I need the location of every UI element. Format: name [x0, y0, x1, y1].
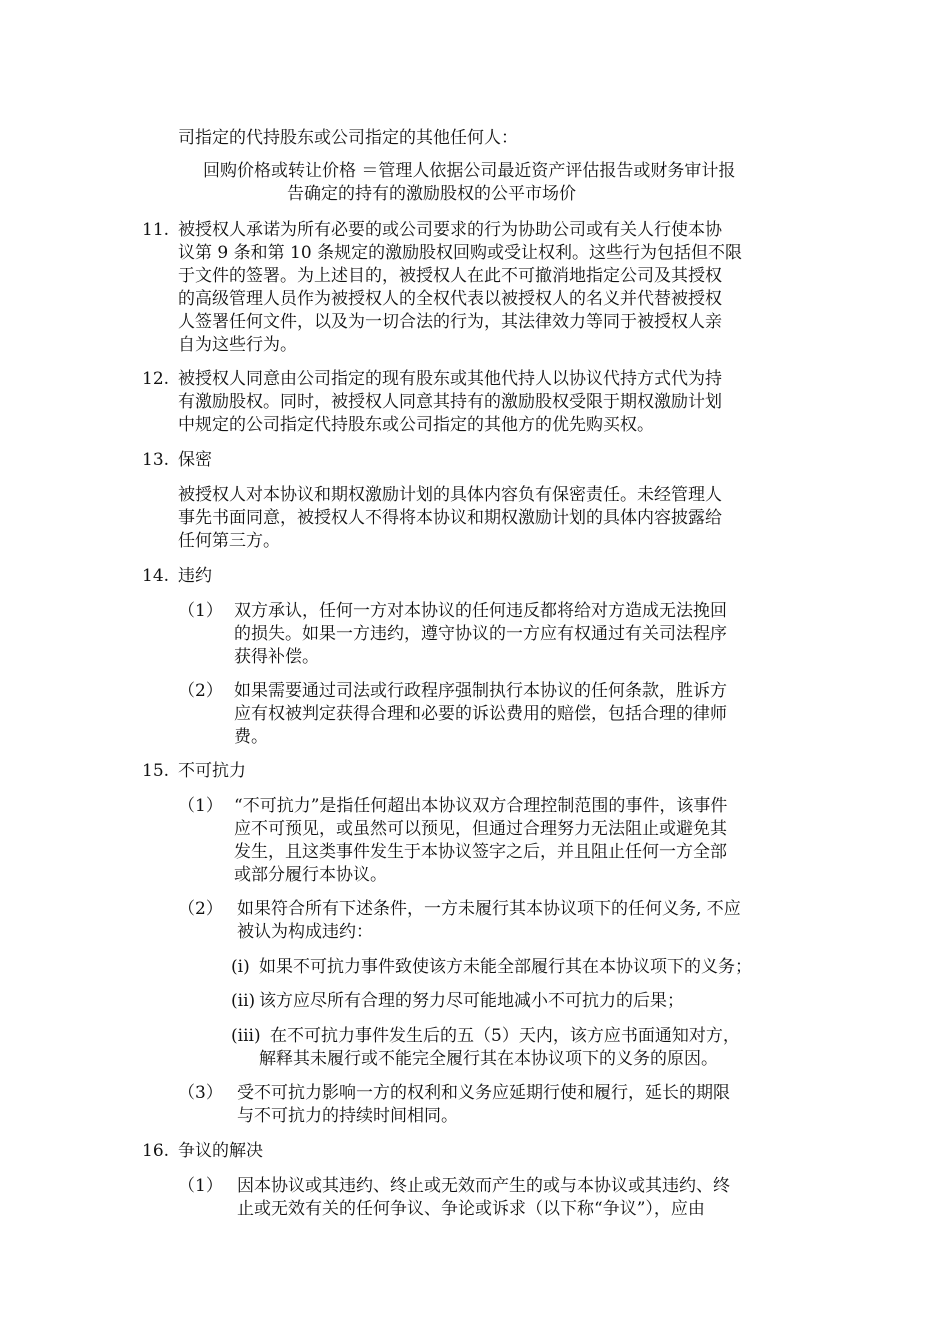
item-text-line: 或部分履行本协议。 — [234, 865, 387, 885]
item-label: （1） — [178, 1176, 223, 1196]
clause-text-line: 事先书面同意，被授权人不得将本协议和期权激励计划的具体内容披露给 — [178, 508, 722, 528]
item-text-line: 双方承认，任何一方对本协议的任何违反都将给对方造成无法挽回 — [234, 601, 727, 621]
formula-line: 回购价格或转让价格 ＝管理人依据公司最近资产评估报告或财务审计报 — [203, 161, 736, 181]
formula-line: 告确定的持有的激励股权的公平市场价 — [287, 184, 576, 204]
clause-text-line: 被授权人对本协议和期权激励计划的具体内容负有保密责任。未经管理人 — [178, 485, 722, 505]
item-text-line: 受不可抗力影响一方的权利和义务应延期行使和履行，延长的期限 — [237, 1083, 730, 1103]
item-text-line: 如果需要通过司法或行政程序强制执行本协议的任何条款，胜诉方 — [234, 681, 727, 701]
clause-title: 保密 — [178, 450, 212, 470]
item-text-line: 应不可预见，或虽然可以预见，但通过合理努力无法阻止或避免其 — [234, 819, 727, 839]
clause-text-line: 任何第三方。 — [178, 531, 280, 551]
clause-text-line: 中规定的公司指定代持股东或公司指定的其他方的优先购买权。 — [178, 415, 654, 435]
item-text-line: 因本协议或其违约、终止或无效而产生的或与本协议或其违约、终 — [237, 1176, 730, 1196]
item-text-line: 发生，且这类事件发生于本协议签字之后，并且阻止任何一方全部 — [234, 842, 727, 862]
clause-title: 不可抗力 — [178, 761, 246, 781]
subitem-label: (ii) — [231, 991, 256, 1011]
clause-number: 15. — [142, 761, 170, 781]
subitem-text-line: 在不可抗力事件发生后的五（5）天内，该方应书面通知对方， — [270, 1026, 740, 1046]
clause-number: 11. — [142, 220, 170, 240]
item-text-line: 与不可抗力的持续时间相同。 — [237, 1106, 458, 1126]
clause-text-line: 议第 9 条和第 10 条规定的激励股权回购或受让权利。这些行为包括但不限 — [178, 243, 743, 263]
clause-text-line: 被授权人同意由公司指定的现有股东或其他代持人以协议代持方式代为持 — [178, 369, 722, 389]
item-label: （2） — [178, 899, 223, 919]
clause-title: 争议的解决 — [178, 1141, 263, 1161]
item-label: （3） — [178, 1083, 223, 1103]
clause-number: 14. — [142, 566, 170, 586]
item-label: （1） — [178, 796, 223, 816]
subitem-label: (iii) — [231, 1026, 261, 1046]
item-text-line: 应有权被判定获得合理和必要的诉讼费用的赔偿，包括合理的律师 — [234, 704, 727, 724]
lead-line: 司指定的代持股东或公司指定的其他任何人： — [178, 128, 518, 148]
item-text-line: 获得补偿。 — [234, 647, 319, 667]
clause-text-line: 被授权人承诺为所有必要的或公司要求的行为协助公司或有关人行使本协 — [178, 220, 722, 240]
item-label: （1） — [178, 601, 223, 621]
item-text-line: 如果符合所有下述条件，一方未履行其本协议项下的任何义务, 不应 — [237, 899, 741, 919]
subitem-text-line: 该方应尽所有合理的努力尽可能地减小不可抗力的后果； — [259, 991, 684, 1011]
item-label: （2） — [178, 681, 223, 701]
item-text-line: “不可抗力”是指任何超出本协议双方合理控制范围的事件，该事件 — [234, 796, 728, 816]
item-text-line: 的损失。如果一方违约，遵守协议的一方应有权通过有关司法程序 — [234, 624, 727, 644]
subitem-text-line: 解释其未履行或不能完全履行其在本协议项下的义务的原因。 — [259, 1049, 718, 1069]
clause-text-line: 的高级管理人员作为被授权人的全权代表以被授权人的名义并代替被授权 — [178, 289, 722, 309]
clause-text-line: 于文件的签署。为上述目的，被授权人在此不可撤消地指定公司及其授权 — [178, 266, 722, 286]
clause-number: 12. — [142, 369, 170, 389]
clause-text-line: 有激励股权。同时，被授权人同意其持有的激励股权受限于期权激励计划 — [178, 392, 722, 412]
item-text-line: 止或无效有关的任何争议、争论或诉求（以下称“争议”），应由 — [237, 1199, 705, 1219]
clause-title: 违约 — [178, 566, 212, 586]
subitem-text-line: 如果不可抗力事件致使该方未能全部履行其在本协议项下的义务； — [259, 957, 752, 977]
subitem-label: (i) — [231, 957, 250, 977]
clause-number: 16. — [142, 1141, 170, 1161]
clause-text-line: 人签署任何文件，以及为一切合法的行为，其法律效力等同于被授权人亲 — [178, 312, 722, 332]
item-text-line: 被认为构成违约： — [237, 922, 373, 942]
clause-number: 13. — [142, 450, 170, 470]
clause-text-line: 自为这些行为。 — [178, 335, 297, 355]
item-text-line: 费。 — [234, 727, 268, 747]
